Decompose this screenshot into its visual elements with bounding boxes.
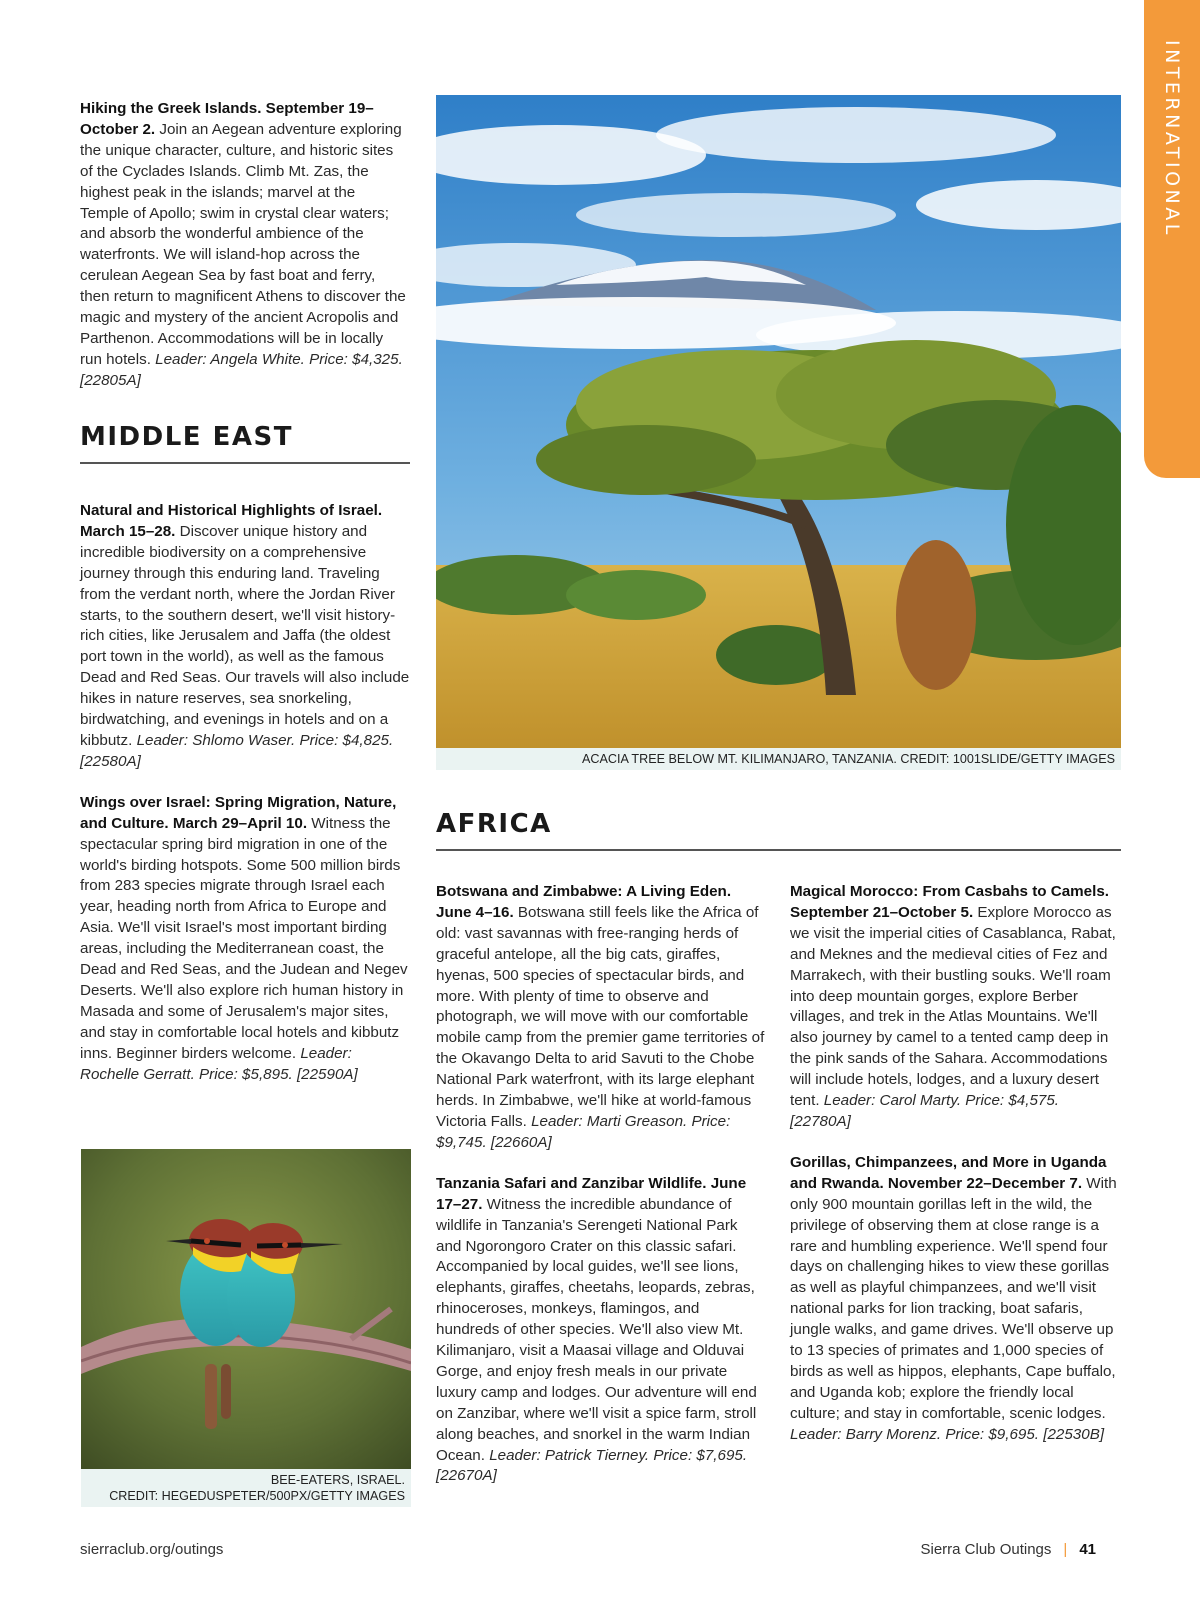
caption-line: BEE-EATERS, ISRAEL. xyxy=(270,1473,405,1487)
trip-leader-price: Leader: Marti Greason. Price: $9,745. [22660A] xyxy=(436,1112,731,1151)
trip-title: Tanzania Safari and Zanzibar Wildlife. June 17–27. xyxy=(436,1174,747,1213)
trip-description: Witness the incredible abundance of wildlife in Tanzania's Serengeti National Park and Ngorongoro Crater on this classic safari. Accompanied by local guides, we'll see lions, elephants, giraffes, cheetahs, leopards, zebras, rhinoceroses, monkeys, flamingos, and hundreds of other species. We'll also view Mt. Kilimanjaro, visit a Maasai village and Olduvai Gorge, and enjoy fresh meals in our private luxury camp and lodges. Our adventure will end on Zanzibar, where we'll visit a spice farm, stroll along beaches, and snorkel in the warm Indian Ocean. xyxy=(436,1195,757,1464)
trip-item xyxy=(436,882,766,1154)
trip-leader-price: Leader: Shlomo Waser. Price: $4,825. [22580A] xyxy=(80,731,394,770)
section-tab xyxy=(1144,0,1200,478)
acacia-caption: ACACIA TREE BELOW MT. KILIMANJARO, TANZANIA. CREDIT: 1001SLIDE/GETTY IMAGES xyxy=(436,748,1121,770)
trip-title: Magical Morocco: From Casbahs to Camels. September 21–October 5. xyxy=(790,883,1110,921)
bee-eaters-caption xyxy=(81,1469,411,1507)
bee-eaters-photo xyxy=(81,1149,411,1469)
trip-item xyxy=(80,793,410,1086)
section-tab-label: INTERNATIONAL xyxy=(1161,40,1183,238)
footer-url[interactable]: sierraclub.org/outings xyxy=(80,1541,224,1558)
trip-description: Botswana still feels like the Africa of old: vast savannas with free-ranging herds of graceful antelope, all the big cats, giraffes, hyenas, 500 species of spectacular birds, and more. With plenty of time to observe and photograph, we will move with our comfortable mobile camp from the premier game territories of the Okavango Delta to arid Savuti to the Chobe National Park waterfront, with its large elephant herds. In Zimbabwe, we'll hike at world-famous Victoria Falls. xyxy=(436,903,765,1130)
page-number: 41 xyxy=(1079,1541,1096,1558)
trip-description: With only 900 mountain gorillas left in the wild, the privilege of observing them at close range is a rare and humbling experience. We'll spend four days on challenging hikes to view these gorillas as well as playful chimpanzees, and we'll visit national parks for lion tracking, boat safaris, jungle walks, and game drives. We'll observe up to 13 species of primates and 1,000 species of birds as well as hippos, elephants, Cape buffalo, and Uganda kob; explore the friendly local culture; and stay in comfortable, scenic lodges. xyxy=(790,1174,1117,1422)
trip-item xyxy=(436,1174,766,1488)
trip-leader-price: Leader: Carol Marty. Price: $4,575. [22780A] xyxy=(790,1092,1060,1130)
trip-description: Discover unique history and incredible biodiversity on a comprehensive journey through this enduring land. Traveling from the verdant north, where the Jordan River starts, to the southern desert, we'll visit history-rich cities, like Jerusalem and Jaffa (the oldest port town in the world), as well as the famous Dead and Red Seas. Our travels will also include hikes in nature reserves, sea snorkeling, birdwatching, and evenings in hotels and on a kibbutz. xyxy=(80,522,410,749)
trip-title: Natural and Historical Highlights of Israel. March 15–28. xyxy=(80,502,383,540)
greek-trip xyxy=(80,99,408,392)
middle-east-trips xyxy=(80,501,410,1085)
acacia-tree-illustration xyxy=(436,95,1121,748)
caption-line: CREDIT: HEGEDUSPETER/500PX/GETTY IMAGES xyxy=(109,1489,405,1503)
trip-title: Hiking the Greek Islands. September 19–October 2. xyxy=(80,100,374,138)
africa-column-right xyxy=(790,882,1120,1446)
trip-leader-price: Leader: Angela White. Price: $4,325. [22805A] xyxy=(80,350,403,389)
publication-name: Sierra Club Outings xyxy=(920,1541,1052,1558)
trip-description: Explore Morocco as we visit the imperial cities of Casablanca, Rabat, and Meknes and the medieval cities of Fez and Marrakech, with their bustling souks. We'll roam into deep mountain gorges, explore Berber villages, and trek in the Atlas Mountains. We'll also journey by camel to a tented camp deep in the pink sands of the Sahara. Accommodations will include hotels, lodges, and a luxury desert tent. xyxy=(790,903,1116,1110)
footer-publication xyxy=(921,1541,1097,1558)
bee-eaters-illustration xyxy=(81,1149,411,1469)
trip-item xyxy=(790,1153,1120,1446)
africa-column-left xyxy=(436,882,766,1487)
middle-east-heading: MIDDLE EAST xyxy=(80,422,410,464)
trip-item xyxy=(790,882,1120,1133)
trip-leader-price: Leader: Patrick Tierney. Price: $7,695. [22670A] xyxy=(436,1446,748,1485)
trip-title: Botswana and Zimbabwe: A Living Eden. June 4–16. xyxy=(436,883,732,921)
trip-leader-price: Leader: Barry Morenz. Price: $9,695. [22530B] xyxy=(790,1425,1105,1443)
trip-description: Join an Aegean adventure exploring the unique character, culture, and historic sites of the Cyclades Islands. Climb Mt. Zas, the highest peak in the islands; marvel at the Temple of Apollo; swim in crystal clear waters; and absorb the wonderful ambience of the waterfronts. We will island-hop across the cerulean Aegean Sea by fast boat and ferry, then return to magnificent Athens to discover the magic and mystery of the ancient Acropolis and Parthenon. Accommodations will be in locally run hotels. xyxy=(80,120,406,368)
trip-title: Gorillas, Chimpanzees, and More in Uganda and Rwanda. November 22–December 7. xyxy=(790,1153,1107,1192)
trip-item xyxy=(80,501,410,773)
trip-title: Wings over Israel: Spring Migration, Nature, and Culture. March 29–April 10. xyxy=(80,793,397,832)
footer-divider: | xyxy=(1063,1541,1068,1558)
acacia-kilimanjaro-photo xyxy=(436,95,1121,748)
africa-heading: AFRICA xyxy=(436,809,1121,851)
trip-description: Witness the spectacular spring bird migration in one of the world's birding hotspots. Some 500 million birds from 283 species migrate through Israel each year, heading north from Africa to Europe and Asia. We'll visit Israel's most important birding areas, including the Mediterranean coast, the Dead and Red Seas, and the Judean and Negev Deserts. We'll also explore rich human history in Masada and some of Jerusalem's major sites, and stay in comfortable local hotels and kibbutz inns. Beginner birders welcome. xyxy=(80,814,408,1062)
trip-leader-price: Leader: Rochelle Gerratt. Price: $5,895. [22590A] xyxy=(80,1044,358,1083)
